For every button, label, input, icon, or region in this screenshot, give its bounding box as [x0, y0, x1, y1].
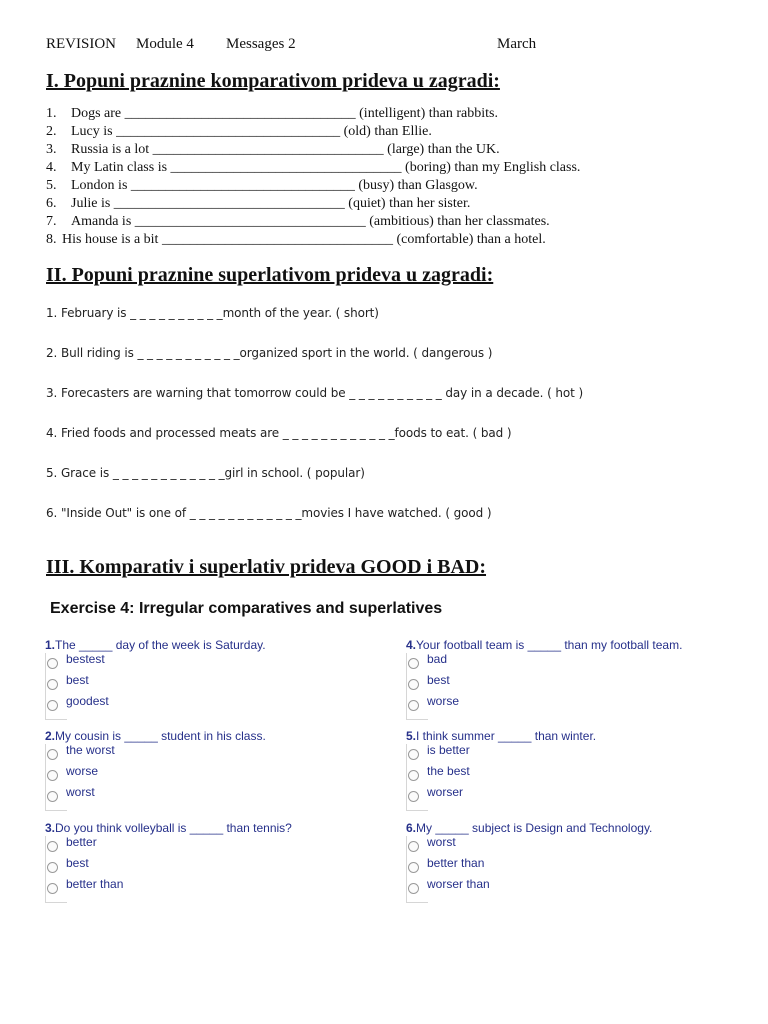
- question-number: 1.: [45, 638, 56, 652]
- option-label[interactable]: worst: [66, 785, 95, 799]
- radio-button[interactable]: [47, 862, 58, 873]
- item-text: Julie is _________________________________ (quiet) than her sister.: [71, 196, 471, 211]
- list-item: [46, 178, 726, 196]
- question-number: 3.: [45, 821, 56, 835]
- radio-button[interactable]: [47, 791, 58, 802]
- list-item: 5. Grace is _ _ _ _ _ _ _ _ _ _ _ _girl in school. ( popular): [46, 466, 365, 480]
- item-text: Dogs are _________________________________ (intelligent) than rabbits.: [71, 106, 498, 121]
- item-text: Russia is a lot _________________________________ (large) than the UK.: [71, 142, 500, 157]
- option-row[interactable]: [406, 763, 736, 784]
- question-text: I think summer _____ than winter.: [416, 729, 597, 743]
- option-row[interactable]: [45, 855, 375, 876]
- option-label[interactable]: goodest: [66, 694, 109, 708]
- list-item: 2. Bull riding is _ _ _ _ _ _ _ _ _ _ _organized sport in the world. ( dangerous ): [46, 346, 493, 360]
- option-row[interactable]: [45, 876, 375, 897]
- item-text: His house is a bit _________________________________ (comfortable) than a hotel.: [62, 232, 546, 247]
- option-label[interactable]: worser than: [427, 877, 490, 891]
- question-5: [406, 728, 736, 805]
- option-row[interactable]: [406, 651, 746, 672]
- item-number: 6.: [46, 196, 57, 211]
- list-item: 1. February is _ _ _ _ _ _ _ _ _ _month of the year. ( short): [46, 306, 379, 320]
- radio-button[interactable]: [47, 658, 58, 669]
- option-label[interactable]: better than: [427, 856, 485, 870]
- option-label[interactable]: is better: [427, 743, 470, 757]
- header-messages: Messages 2: [226, 36, 296, 52]
- option-label[interactable]: worser: [427, 785, 464, 799]
- list-item: [46, 232, 726, 250]
- item-number: 4.: [46, 160, 57, 175]
- option-row[interactable]: [406, 876, 736, 897]
- section1-title: I. Popuni praznine komparativom prideva u zagradi:: [46, 70, 500, 92]
- option-row[interactable]: [45, 834, 375, 855]
- option-row[interactable]: [45, 784, 375, 805]
- option-row[interactable]: [406, 693, 746, 714]
- radio-button[interactable]: [47, 883, 58, 894]
- radio-button[interactable]: [408, 700, 419, 711]
- item-number: 2.: [46, 124, 57, 139]
- list-item: [46, 214, 726, 232]
- option-row[interactable]: [45, 693, 375, 714]
- list-item: 6. "Inside Out" is one of _ _ _ _ _ _ _ _ _ _ _ _movies I have watched. ( good ): [46, 506, 492, 520]
- item-number: 1.: [46, 106, 57, 121]
- option-label[interactable]: better: [66, 835, 97, 849]
- radio-button[interactable]: [47, 770, 58, 781]
- option-label[interactable]: better than: [66, 877, 124, 891]
- option-row[interactable]: [406, 784, 736, 805]
- question-1: [45, 637, 375, 714]
- option-label[interactable]: best: [427, 673, 450, 687]
- section1-list: [46, 106, 726, 250]
- question-3: [45, 820, 375, 897]
- option-row[interactable]: [45, 763, 375, 784]
- item-text: London is ________________________________ (busy) than Glasgow.: [71, 178, 478, 193]
- question-number: 2.: [45, 729, 56, 743]
- option-label[interactable]: best: [66, 856, 89, 870]
- section3-title: III. Komparativ i superlativ prideva GOOD i BAD:: [46, 556, 487, 578]
- list-item: 3. Forecasters are warning that tomorrow could be _ _ _ _ _ _ _ _ _ _ day in a decade. ( hot ): [46, 386, 584, 400]
- radio-button[interactable]: [408, 862, 419, 873]
- question-number: 5.: [406, 729, 417, 743]
- question-text: Do you think volleyball is _____ than tennis?: [55, 821, 292, 835]
- option-label[interactable]: best: [66, 673, 89, 687]
- list-item: 4. Fried foods and processed meats are _ _ _ _ _ _ _ _ _ _ _ _foods to eat. ( bad ): [46, 426, 512, 440]
- option-row[interactable]: [406, 742, 736, 763]
- radio-button[interactable]: [408, 679, 419, 690]
- question-4: [406, 637, 746, 714]
- option-row[interactable]: [45, 742, 375, 763]
- question-2: [45, 728, 375, 805]
- header-revision: REVISION: [46, 36, 116, 52]
- header-month: March: [497, 36, 537, 52]
- radio-button[interactable]: [47, 679, 58, 690]
- page-header: [46, 36, 726, 56]
- question-number: 4.: [406, 638, 417, 652]
- list-item: [46, 106, 726, 124]
- question-text: My cousin is _____ student in his class.: [55, 729, 266, 743]
- list-item: [46, 160, 726, 178]
- radio-button[interactable]: [47, 749, 58, 760]
- question-number: 6.: [406, 821, 417, 835]
- question-text: Your football team is _____ than my football team.: [416, 638, 683, 652]
- option-label[interactable]: worse: [66, 764, 99, 778]
- radio-button[interactable]: [408, 770, 419, 781]
- question-text: The _____ day of the week is Saturday.: [55, 638, 266, 652]
- list-item: [46, 196, 726, 214]
- radio-button[interactable]: [408, 883, 419, 894]
- list-item: [46, 142, 726, 160]
- exercise-title: Exercise 4: Irregular comparatives and superlatives: [50, 600, 443, 617]
- radio-button[interactable]: [408, 658, 419, 669]
- item-number: 8.: [46, 232, 57, 247]
- option-row[interactable]: [45, 651, 375, 672]
- item-number: 5.: [46, 178, 57, 193]
- question-6: [406, 820, 736, 897]
- option-row[interactable]: [406, 672, 746, 693]
- item-number: 3.: [46, 142, 57, 157]
- item-text: Lucy is ________________________________ (old) than Ellie.: [71, 124, 432, 139]
- option-row[interactable]: [406, 855, 736, 876]
- option-label[interactable]: worse: [427, 694, 460, 708]
- section2-list: [46, 306, 736, 546]
- option-row[interactable]: [45, 672, 375, 693]
- radio-button[interactable]: [408, 841, 419, 852]
- item-number: 7.: [46, 214, 57, 229]
- item-text: My Latin class is _________________________________ (boring) than my English class.: [71, 160, 581, 175]
- option-label[interactable]: bestest: [66, 652, 105, 666]
- section2-title: II. Popuni praznine superlativom prideva u zagradi:: [46, 264, 494, 286]
- option-label[interactable]: bad: [427, 652, 448, 666]
- option-row[interactable]: [406, 834, 736, 855]
- radio-button[interactable]: [47, 700, 58, 711]
- radio-button[interactable]: [408, 791, 419, 802]
- item-text: Amanda is _________________________________ (ambitious) than her classmates.: [71, 214, 550, 229]
- option-label[interactable]: worst: [427, 835, 456, 849]
- option-label[interactable]: the worst: [66, 743, 115, 757]
- option-label[interactable]: the best: [427, 764, 470, 778]
- question-text: My _____ subject is Design and Technology.: [416, 821, 653, 835]
- radio-button[interactable]: [408, 749, 419, 760]
- header-module: Module 4: [136, 36, 194, 52]
- list-item: [46, 124, 726, 142]
- radio-button[interactable]: [47, 841, 58, 852]
